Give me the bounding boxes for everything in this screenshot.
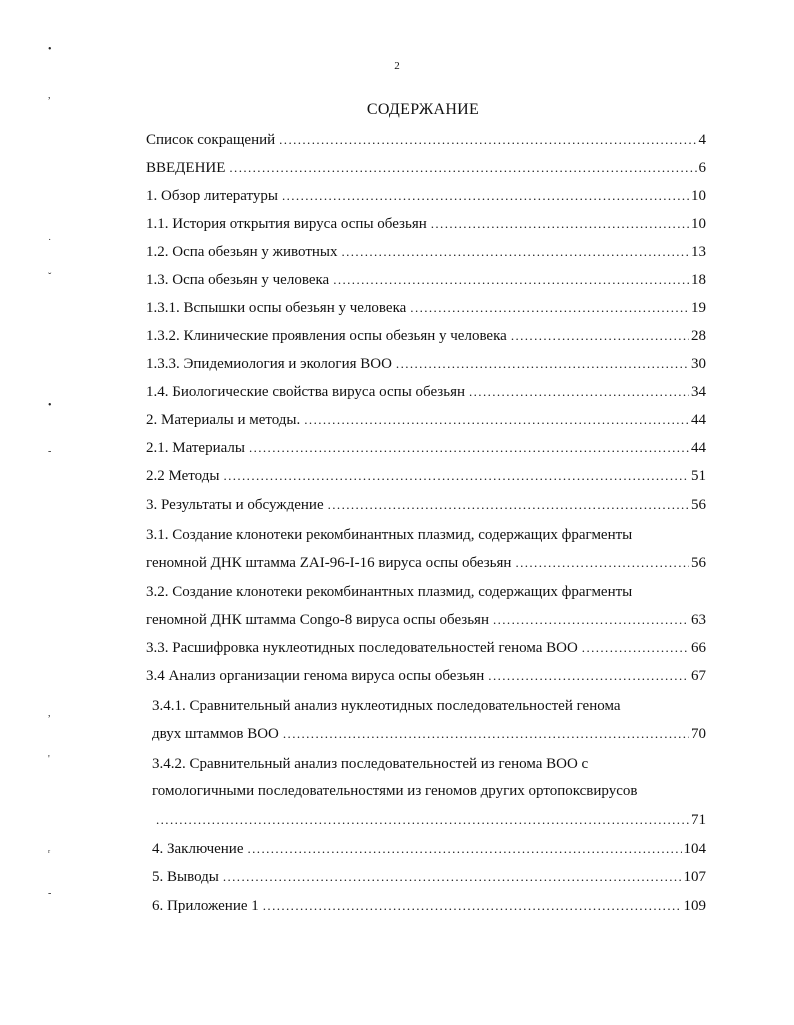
toc-entry[interactable] [0,129,794,151]
dot-leader [341,241,689,263]
toc-entry[interactable] [0,581,794,603]
dot-leader [248,838,682,860]
toc-entry-continuation[interactable] [0,723,794,745]
toc-entry-continuation[interactable] [0,780,794,802]
dot-leader [396,353,689,375]
toc-entry-page: 63 [691,612,706,628]
toc-entry-title: 5. Выводы [152,869,219,885]
toc-entry-title: 1.3.1. Вспышки оспы обезьян у человека [146,300,407,316]
toc-entry-page: 10 [691,188,706,204]
toc-entry-title: 2.2 Методы [146,468,220,484]
toc-entry-page: 51 [691,468,706,484]
toc-entry-title: 1.3.3. Эпидемиология и экология ВОО [146,356,392,372]
dot-leader [279,129,696,151]
toc-entry-title: Список сокращений [146,132,276,148]
toc-entry-page: 6 [698,160,706,176]
toc-entry-page: 18 [691,272,706,288]
toc-entry-page: 56 [691,497,706,513]
toc-entry[interactable] [0,297,794,319]
dot-leader [511,325,689,347]
toc-entry[interactable] [0,895,794,917]
toc-entry-page: 104 [683,841,706,857]
toc-entry[interactable] [0,353,794,375]
page-title: СОДЕРЖАНИЕ [366,101,480,118]
toc-entry-page: 71 [691,812,706,828]
toc-entry-page: 44 [691,440,706,456]
dot-leader [333,269,689,291]
toc-entry[interactable] [0,665,794,687]
toc-entry-page: 34 [691,384,706,400]
toc-entry[interactable] [0,637,794,659]
toc-entry-title: 1.3.2. Клинические проявления оспы обезьян у человека [146,328,507,344]
dot-leader [328,494,689,516]
dot-leader [229,157,696,179]
toc-entry-page: 10 [691,216,706,232]
toc-entry-title: ВВЕДЕНИЕ [146,160,226,176]
scan-mark: • [48,44,52,55]
scan-mark: ˙ [48,238,52,249]
toc-entry[interactable] [0,524,794,546]
toc-entry-page: 28 [691,328,706,344]
toc-entry[interactable] [0,157,794,179]
dot-leader [431,213,689,235]
toc-entry[interactable] [0,325,794,347]
toc-entry-title: геномной ДНК штамма ZAI-96-I-16 вируса оспы обезьян [146,555,512,571]
toc-entry-page: 109 [683,898,706,914]
scan-mark: , [48,708,51,719]
toc-entry[interactable] [0,409,794,431]
toc-entry[interactable] [0,695,794,717]
scan-mark: ᵣ [48,844,51,855]
toc-entry-continuation[interactable] [0,552,794,574]
scan-mark: • [48,400,52,411]
toc-entry-page: 19 [691,300,706,316]
toc-entry-continuation[interactable] [0,609,794,631]
toc-entry-title: 1. Обзор литературы [146,188,278,204]
toc-entry[interactable] [0,241,794,263]
toc-entry[interactable] [0,866,794,888]
toc-entry[interactable] [0,753,794,775]
scan-mark: ' [48,754,50,765]
dot-leader [156,809,689,831]
dot-leader [223,465,689,487]
toc-entry-page: 56 [691,555,706,571]
toc-entry-page: 66 [691,640,706,656]
dot-leader [493,609,689,631]
toc-entry[interactable] [0,838,794,860]
toc-entry-title: 1.3. Оспа обезьян у человека [146,272,330,288]
toc-entry-page: 4 [698,132,706,148]
dot-leader [582,637,689,659]
dot-leader [515,552,689,574]
toc-entry-page: 107 [683,869,706,885]
dot-leader [488,665,689,687]
scan-mark: ˇ [48,272,52,283]
toc-entry-title-line2: гомологичными последовательностями из геномов других ортопоксвирусов [152,783,638,799]
toc-entry[interactable] [0,185,794,207]
toc-entry-page: 30 [691,356,706,372]
toc-entry-title: 3.4 Анализ организации генома вируса оспы обезьян [146,668,485,684]
toc-entry[interactable] [0,213,794,235]
toc-entry-title: 3. Результаты и обсуждение [146,497,324,513]
dot-leader [469,381,689,403]
dot-leader [283,723,689,745]
toc-entry[interactable] [0,381,794,403]
toc-entry-title: двух штаммов ВОО [152,726,279,742]
toc-entry-title: 4. Заключение [152,841,244,857]
toc-entry-title: 1.2. Оспа обезьян у животных [146,244,338,260]
toc-entry-title: 1.1. История открытия вируса оспы обезьян [146,216,427,232]
dot-leader [249,437,689,459]
toc-entry[interactable] [0,269,794,291]
toc-entry-title: 3.3. Расшифровка нуклеотидных последовательностей генома ВОО [146,640,578,656]
toc-entry-title: 2. Материалы и методы. [146,412,301,428]
toc-entry-title-line1: 3.4.2. Сравнительный анализ последовательностей из генома ВОО с [152,756,589,772]
dot-leader [410,297,689,319]
toc-entry[interactable] [0,494,794,516]
toc-entry-title: геномной ДНК штамма Congo-8 вируса оспы обезьян [146,612,489,628]
toc-entry-continuation[interactable] [0,809,794,831]
toc-entry-title-line1: 3.1. Создание клонотеки рекомбинантных плазмид, содержащих фрагменты [146,527,633,543]
toc-entry-title: 6. Приложение 1 [152,898,259,914]
toc-entry-page: 67 [691,668,706,684]
toc-entry-page: 44 [691,412,706,428]
dot-leader [223,866,682,888]
page-number: 2 [394,60,400,72]
scan-mark: - [48,888,52,899]
dot-leader [263,895,682,917]
toc-entry-title: 1.4. Биологические свойства вируса оспы обезьян [146,384,465,400]
scan-mark: - [48,446,52,457]
toc-entry[interactable] [0,437,794,459]
dot-leader [304,409,689,431]
toc-entry-title-line1: 3.2. Создание клонотеки рекомбинантных плазмид, содержащих фрагменты [146,584,633,600]
toc-entry[interactable] [0,465,794,487]
scan-mark: , [48,90,51,101]
dot-leader [282,185,689,207]
toc-entry-page: 70 [691,726,706,742]
toc-entry-page: 13 [691,244,706,260]
toc-entry-title: 2.1. Материалы [146,440,245,456]
toc-entry-title-line1: 3.4.1. Сравнительный анализ нуклеотидных последовательностей генома [152,698,621,714]
